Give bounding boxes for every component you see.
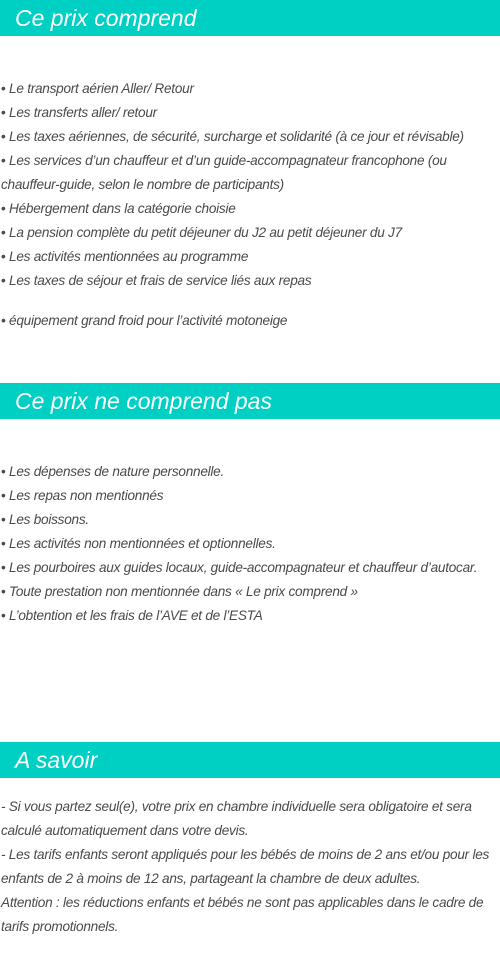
bullet-icon: • bbox=[1, 464, 6, 479]
info-lines-list bbox=[1, 795, 499, 939]
bullet-icon: • bbox=[1, 273, 6, 288]
bullet-icon: • bbox=[1, 512, 6, 527]
info-section-header bbox=[0, 742, 500, 778]
included-extra-item: • équipement grand froid pour l’activité motoneige bbox=[1, 313, 288, 328]
list-item: • Les dépenses de nature personnelle. bbox=[1, 464, 225, 479]
info-line: Attention : les réductions enfants et bébés ne sont pas applicables dans le cadre de tarifs promotionnels. bbox=[1, 895, 484, 934]
bullet-icon: • bbox=[1, 536, 6, 551]
included-items-list bbox=[1, 77, 499, 293]
bullet-icon: • bbox=[1, 313, 6, 328]
bullet-icon: • bbox=[1, 81, 6, 96]
excluded-items-list bbox=[1, 460, 499, 628]
bullet-icon: • bbox=[1, 608, 6, 623]
list-item: • L’obtention et les frais de l’AVE et de l’ESTA bbox=[1, 608, 263, 623]
bullet-icon: • bbox=[1, 249, 6, 264]
info-section-title: A savoir bbox=[15, 747, 98, 773]
list-item: • Les taxes de séjour et frais de service liés aux repas bbox=[1, 273, 312, 288]
excluded-section-title: Ce prix ne comprend pas bbox=[15, 388, 272, 414]
bullet-icon: • bbox=[1, 488, 6, 503]
info-line: - Si vous partez seul(e), votre prix en chambre individuelle sera obligatoire et sera calculé automatiquement dans votre devis. bbox=[1, 799, 472, 838]
list-item: • Les transferts aller/ retour bbox=[1, 105, 157, 120]
bullet-icon: • bbox=[1, 201, 6, 216]
included-section-title: Ce prix comprend bbox=[15, 5, 197, 31]
list-item: • Le transport aérien Aller/ Retour bbox=[1, 81, 194, 96]
list-item: • Toute prestation non mentionnée dans « Le prix comprend » bbox=[1, 584, 358, 599]
list-item: • Hébergement dans la catégorie choisie bbox=[1, 201, 236, 216]
list-item: • Les boissons. bbox=[1, 512, 89, 527]
excluded-section-header bbox=[0, 383, 500, 419]
info-line: - Les tarifs enfants seront appliqués pour les bébés de moins de 2 ans et/ou pour les enfants de 2 à moins de 12 ans, partageant la chambre de deux adultes. bbox=[1, 847, 490, 886]
list-item: • Les services d’un chauffeur et d’un guide-accompagnateur francophone (ou chauffeur-guide, selon le nombre de participants) bbox=[1, 153, 447, 192]
bullet-icon: • bbox=[1, 105, 6, 120]
bullet-icon: • bbox=[1, 560, 6, 575]
bullet-icon: • bbox=[1, 225, 6, 240]
bullet-icon: • bbox=[1, 584, 6, 599]
bullet-icon: • bbox=[1, 153, 6, 168]
list-item: • Les repas non mentionnés bbox=[1, 488, 164, 503]
included-section-header bbox=[0, 0, 500, 36]
bullet-icon: • bbox=[1, 129, 6, 144]
list-item: • Les pourboires aux guides locaux, guide-accompagnateur et chauffeur d’autocar. bbox=[1, 560, 478, 575]
list-item: • Les activités non mentionnées et optionnelles. bbox=[1, 536, 276, 551]
list-item: • Les activités mentionnées au programme bbox=[1, 249, 249, 264]
list-item: • Les taxes aériennes, de sécurité, surcharge et solidarité (à ce jour et révisable) bbox=[1, 129, 464, 144]
list-item: • La pension complète du petit déjeuner du J2 au petit déjeuner du J7 bbox=[1, 225, 402, 240]
